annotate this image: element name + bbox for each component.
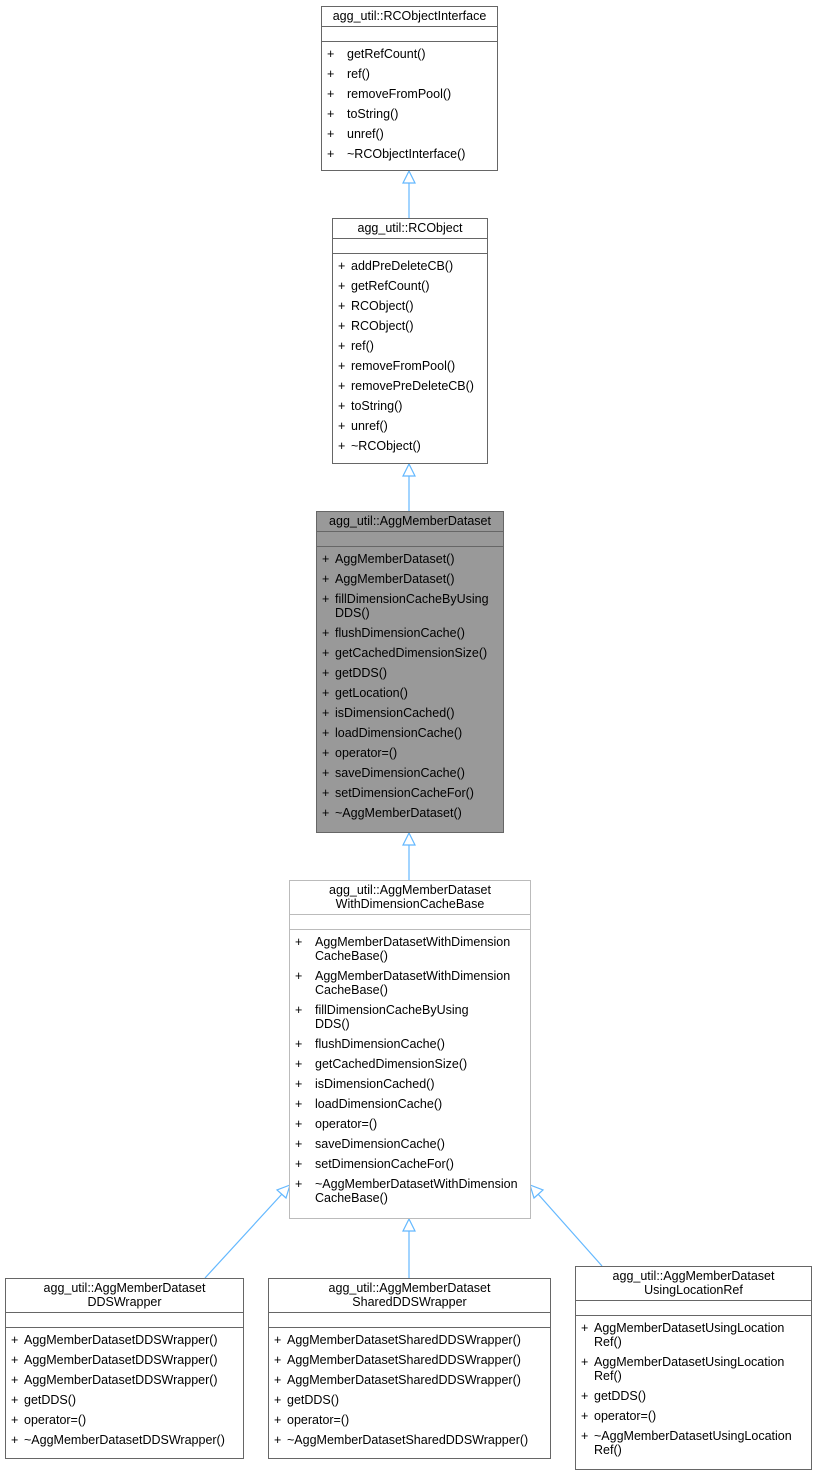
method-item[interactable] <box>338 259 483 279</box>
visibility-marker: + <box>327 87 335 101</box>
method-item[interactable] <box>338 339 483 359</box>
visibility-marker: + <box>322 806 330 820</box>
visibility-marker: + <box>338 279 346 293</box>
method-item[interactable] <box>322 786 499 806</box>
methods-compartment <box>6 1328 243 1451</box>
method-item[interactable] <box>322 746 499 766</box>
attributes-compartment <box>576 1301 811 1316</box>
method-item[interactable] <box>274 1433 546 1447</box>
class-aggmemberdataset-sharedddswrapper[interactable] <box>268 1278 551 1459</box>
method-name: AggMemberDatasetSharedDDSWrapper() <box>287 1333 521 1347</box>
method-name: isDimensionCached() <box>335 706 455 720</box>
method-item[interactable] <box>581 1321 807 1355</box>
method-item[interactable] <box>338 419 483 439</box>
edge-usinglocationref-to-withdimcache <box>530 1185 602 1266</box>
visibility-marker: + <box>295 1003 303 1017</box>
method-name: ~AggMemberDatasetSharedDDSWrapper() <box>287 1433 529 1447</box>
method-item[interactable] <box>322 592 499 626</box>
method-name: getRefCount() <box>347 47 426 61</box>
method-name: flushDimensionCache() <box>315 1037 445 1051</box>
class-title[interactable]: agg_util::AggMemberDataset <box>317 512 503 532</box>
methods-compartment <box>290 930 530 1209</box>
visibility-marker: + <box>322 592 330 606</box>
visibility-marker: + <box>322 572 330 586</box>
visibility-marker: + <box>322 552 330 566</box>
visibility-marker: + <box>322 746 330 760</box>
method-name: removePreDeleteCB() <box>351 379 474 393</box>
method-item[interactable] <box>581 1409 807 1429</box>
methods-compartment <box>576 1316 811 1461</box>
method-name: saveDimensionCache() <box>315 1137 445 1151</box>
visibility-marker: + <box>295 1137 303 1151</box>
method-name: toString() <box>351 399 403 413</box>
visibility-marker: + <box>11 1413 19 1427</box>
visibility-marker: + <box>338 339 346 353</box>
visibility-marker: + <box>11 1433 19 1447</box>
visibility-marker: + <box>338 299 346 313</box>
method-name: getDDS() <box>335 666 388 680</box>
methods-compartment <box>317 547 503 824</box>
method-name: ~AggMemberDatasetDDSWrapper() <box>24 1433 225 1447</box>
method-item[interactable] <box>295 1037 526 1057</box>
class-title[interactable]: agg_util::AggMemberDataset UsingLocationRef <box>576 1267 811 1301</box>
visibility-marker: + <box>581 1321 589 1335</box>
visibility-marker: + <box>338 439 346 453</box>
visibility-marker: + <box>295 969 303 983</box>
method-name: AggMemberDatasetDDSWrapper() <box>24 1333 218 1347</box>
visibility-marker: + <box>274 1433 282 1447</box>
method-item[interactable] <box>11 1353 239 1373</box>
method-item[interactable] <box>322 806 499 820</box>
class-title[interactable]: agg_util::RCObject <box>333 219 487 239</box>
visibility-marker: + <box>581 1409 589 1423</box>
method-item[interactable] <box>322 766 499 786</box>
method-name: toString() <box>347 107 399 121</box>
method-name: getDDS() <box>594 1389 647 1403</box>
method-name: ~AggMemberDatasetUsingLocation Ref() <box>594 1429 792 1457</box>
edge-sharedddswrapper-to-withdimcache <box>403 1219 415 1278</box>
method-name: getDDS() <box>24 1393 77 1407</box>
method-item[interactable] <box>327 87 493 107</box>
attributes-compartment <box>269 1313 550 1328</box>
method-name: operator=() <box>287 1413 350 1427</box>
method-name: setDimensionCacheFor() <box>315 1157 454 1171</box>
method-name: setDimensionCacheFor() <box>335 786 474 800</box>
method-item[interactable] <box>338 379 483 399</box>
method-item[interactable] <box>295 1077 526 1097</box>
class-title[interactable]: agg_util::AggMemberDataset SharedDDSWrapper <box>269 1279 550 1313</box>
method-item[interactable] <box>274 1413 546 1433</box>
method-item[interactable] <box>322 666 499 686</box>
edge-aggmemberdataset-to-rcobject <box>403 464 415 511</box>
visibility-marker: + <box>11 1333 19 1347</box>
method-name: ~AggMemberDataset() <box>335 806 462 820</box>
visibility-marker: + <box>295 1077 303 1091</box>
method-name: AggMemberDatasetDDSWrapper() <box>24 1353 218 1367</box>
method-name: saveDimensionCache() <box>335 766 465 780</box>
method-item[interactable] <box>338 359 483 379</box>
method-item[interactable] <box>295 935 526 969</box>
method-name: AggMemberDatasetDDSWrapper() <box>24 1373 218 1387</box>
method-item[interactable] <box>322 626 499 646</box>
method-item[interactable] <box>327 127 493 147</box>
method-name: fillDimensionCacheByUsing DDS() <box>335 592 489 620</box>
visibility-marker: + <box>11 1373 19 1387</box>
visibility-marker: + <box>322 786 330 800</box>
method-item[interactable] <box>322 726 499 746</box>
method-item[interactable] <box>295 1177 526 1205</box>
method-name: fillDimensionCacheByUsing DDS() <box>315 1003 469 1031</box>
method-item[interactable] <box>322 686 499 706</box>
method-item[interactable] <box>11 1333 239 1353</box>
visibility-marker: + <box>274 1333 282 1347</box>
method-name: AggMemberDatasetUsingLocation Ref() <box>594 1321 785 1349</box>
method-name: getRefCount() <box>351 279 430 293</box>
visibility-marker: + <box>295 1157 303 1171</box>
method-item[interactable] <box>581 1389 807 1409</box>
method-item[interactable] <box>295 1137 526 1157</box>
visibility-marker: + <box>322 726 330 740</box>
method-item[interactable] <box>295 969 526 1003</box>
method-item[interactable] <box>322 572 499 592</box>
visibility-marker: + <box>338 379 346 393</box>
visibility-marker: + <box>327 67 335 81</box>
methods-compartment <box>269 1328 550 1451</box>
method-item[interactable] <box>327 107 493 127</box>
method-name: operator=() <box>24 1413 87 1427</box>
method-name: loadDimensionCache() <box>335 726 463 740</box>
method-item[interactable] <box>338 279 483 299</box>
method-name: loadDimensionCache() <box>315 1097 443 1111</box>
method-name: getDDS() <box>287 1393 340 1407</box>
class-rcobjectinterface[interactable] <box>321 6 498 171</box>
method-item[interactable] <box>338 439 483 453</box>
visibility-marker: + <box>274 1373 282 1387</box>
visibility-marker: + <box>322 666 330 680</box>
visibility-marker: + <box>322 766 330 780</box>
attributes-compartment <box>333 239 487 254</box>
method-name: AggMemberDataset() <box>335 572 455 586</box>
class-rcobject[interactable] <box>332 218 488 464</box>
method-name: AggMemberDataset() <box>335 552 455 566</box>
method-name: AggMemberDatasetWithDimension CacheBase() <box>315 969 511 997</box>
method-name: AggMemberDatasetUsingLocation Ref() <box>594 1355 785 1383</box>
method-name: AggMemberDatasetWithDimension CacheBase() <box>315 935 511 963</box>
method-item[interactable] <box>581 1429 807 1457</box>
visibility-marker: + <box>295 935 303 949</box>
visibility-marker: + <box>338 419 346 433</box>
method-name: removeFromPool() <box>347 87 452 101</box>
method-item[interactable] <box>274 1333 546 1353</box>
edge-ddswrapper-to-withdimcache <box>205 1185 290 1278</box>
method-name: operator=() <box>594 1409 657 1423</box>
visibility-marker: + <box>322 706 330 720</box>
class-title[interactable]: agg_util::AggMemberDataset WithDimensionCacheBase <box>290 881 530 915</box>
visibility-marker: + <box>11 1393 19 1407</box>
method-item[interactable] <box>295 1097 526 1117</box>
visibility-marker: + <box>338 399 346 413</box>
method-name: ref() <box>351 339 374 353</box>
attributes-compartment <box>290 915 530 930</box>
method-name: RCObject() <box>351 319 414 333</box>
method-name: operator=() <box>315 1117 378 1131</box>
method-name: AggMemberDatasetSharedDDSWrapper() <box>287 1353 521 1367</box>
method-item[interactable] <box>327 67 493 87</box>
method-name: ref() <box>347 67 370 81</box>
method-name: getLocation() <box>335 686 408 700</box>
visibility-marker: + <box>11 1353 19 1367</box>
visibility-marker: + <box>327 47 335 61</box>
edge-withdimcache-to-aggmemberdataset <box>403 833 415 880</box>
method-name: flushDimensionCache() <box>335 626 465 640</box>
method-name: unref() <box>347 127 384 141</box>
visibility-marker: + <box>322 686 330 700</box>
visibility-marker: + <box>322 626 330 640</box>
visibility-marker: + <box>274 1393 282 1407</box>
method-name: getCachedDimensionSize() <box>315 1057 468 1071</box>
method-name: AggMemberDatasetSharedDDSWrapper() <box>287 1373 521 1387</box>
method-name: ~AggMemberDatasetWithDimension CacheBase() <box>315 1177 518 1205</box>
method-item[interactable] <box>274 1393 546 1413</box>
method-item[interactable] <box>322 706 499 726</box>
method-item[interactable] <box>338 299 483 319</box>
method-item[interactable] <box>295 1057 526 1077</box>
method-item[interactable] <box>327 147 493 161</box>
method-item[interactable] <box>295 1003 526 1037</box>
visibility-marker: + <box>274 1413 282 1427</box>
method-item[interactable] <box>338 399 483 419</box>
visibility-marker: + <box>295 1037 303 1051</box>
visibility-marker: + <box>581 1429 589 1443</box>
method-item[interactable] <box>322 646 499 666</box>
visibility-marker: + <box>581 1389 589 1403</box>
method-item[interactable] <box>338 319 483 339</box>
visibility-marker: + <box>327 147 335 161</box>
method-item[interactable] <box>327 47 493 67</box>
methods-compartment <box>333 254 487 457</box>
class-aggmemberdataset-usinglocationref[interactable] <box>575 1266 812 1470</box>
method-name: operator=() <box>335 746 398 760</box>
edge-rcobject-to-rcobjectinterface <box>403 171 415 218</box>
visibility-marker: + <box>338 359 346 373</box>
method-item[interactable] <box>581 1355 807 1389</box>
visibility-marker: + <box>581 1355 589 1369</box>
visibility-marker: + <box>338 319 346 333</box>
method-item[interactable] <box>322 552 499 572</box>
visibility-marker: + <box>295 1117 303 1131</box>
method-item[interactable] <box>295 1117 526 1137</box>
class-title[interactable]: agg_util::AggMemberDataset DDSWrapper <box>6 1279 243 1313</box>
visibility-marker: + <box>327 127 335 141</box>
method-name: ~RCObjectInterface() <box>347 147 466 161</box>
visibility-marker: + <box>338 259 346 273</box>
method-item[interactable] <box>11 1393 239 1413</box>
visibility-marker: + <box>274 1353 282 1367</box>
visibility-marker: + <box>295 1097 303 1111</box>
visibility-marker: + <box>295 1177 303 1191</box>
method-name: addPreDeleteCB() <box>351 259 454 273</box>
visibility-marker: + <box>295 1057 303 1071</box>
method-name: isDimensionCached() <box>315 1077 435 1091</box>
method-item[interactable] <box>11 1373 239 1393</box>
method-item[interactable] <box>295 1157 526 1177</box>
methods-compartment <box>322 42 497 165</box>
class-aggmemberdataset[interactable] <box>316 511 504 833</box>
method-item[interactable] <box>274 1373 546 1393</box>
class-aggmemberdataset-withdimensioncachebase[interactable] <box>289 880 531 1219</box>
method-item[interactable] <box>274 1353 546 1373</box>
attributes-compartment <box>322 27 497 42</box>
method-name: RCObject() <box>351 299 414 313</box>
method-name: removeFromPool() <box>351 359 456 373</box>
method-name: getCachedDimensionSize() <box>335 646 488 660</box>
attributes-compartment <box>6 1313 243 1328</box>
class-aggmemberdataset-ddswrapper[interactable] <box>5 1278 244 1459</box>
method-item[interactable] <box>11 1413 239 1433</box>
method-name: unref() <box>351 419 388 433</box>
attributes-compartment <box>317 532 503 547</box>
method-item[interactable] <box>11 1433 239 1447</box>
class-title[interactable]: agg_util::RCObjectInterface <box>322 7 497 27</box>
visibility-marker: + <box>327 107 335 121</box>
method-name: ~RCObject() <box>351 439 421 453</box>
visibility-marker: + <box>322 646 330 660</box>
